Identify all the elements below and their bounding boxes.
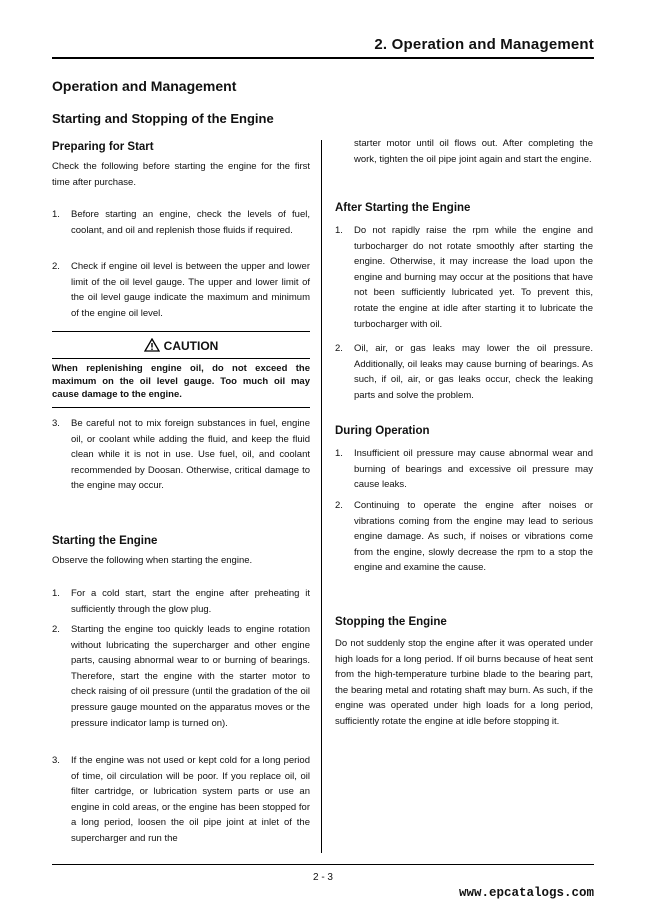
- list-item: [52, 416, 310, 494]
- caution-box: [52, 331, 310, 408]
- header-rule: [52, 57, 594, 59]
- list-text: Check if engine oil level is between the upper and lower limit of the oil level gauge. The upper and lower limit of the oil level gauge indicate the maximum and minimum of the engine oil level.: [71, 261, 310, 319]
- list-number: 1.: [335, 448, 343, 459]
- preparing-heading: Preparing for Start: [52, 141, 154, 153]
- stopping-heading: Stopping the Engine: [335, 616, 447, 628]
- list-number: 2.: [335, 343, 343, 354]
- caution-label: CAUTION: [163, 339, 219, 353]
- list-item: [52, 259, 310, 321]
- list-text: Before starting an engine, check the levels of fuel, coolant, and oil and replenish those fluids if required.: [71, 209, 310, 236]
- watermark: www.epcatalogs.com: [458, 886, 594, 900]
- list-number: 1.: [52, 588, 60, 599]
- list-number: 1.: [335, 225, 343, 236]
- list-text: Be careful not to mix foreign substances in fuel, engine oil, or coolant while adding the fluid, and keep the fluid clean while it is not in use. Use fuel, oil, and coolant recommended by Doosan. Otherwise, critical damage to the engine may occur.: [71, 418, 310, 492]
- warning-triangle-icon: [144, 338, 160, 352]
- list-item: [52, 207, 310, 238]
- list-number: 3.: [52, 755, 60, 766]
- starting-heading: Starting the Engine: [52, 535, 158, 547]
- chapter-header: 2. Operation and Management: [374, 36, 594, 53]
- after-starting-heading: After Starting the Engine: [335, 202, 471, 214]
- list-number: 1.: [52, 209, 60, 220]
- list-number: 3.: [52, 418, 60, 429]
- list-item: [52, 753, 310, 847]
- list-text: Insufficient oil pressure may cause abnormal wear and burning of bearings and excessive oil pressure may cause leaks.: [354, 448, 593, 491]
- column-divider: [321, 140, 322, 853]
- footer-rule: [52, 864, 594, 865]
- caution-divider: [52, 358, 310, 359]
- list-text: starter motor until oil flows out. After completing the work, tighten the oil pipe joint again and start the engine.: [354, 138, 593, 165]
- list-number: 2.: [52, 624, 60, 635]
- starting-intro: Observe the following when starting the engine.: [52, 555, 253, 566]
- page-title: Operation and Management: [52, 78, 237, 94]
- preparing-intro: Check the following before starting the engine for the first time after purchase.: [52, 161, 310, 188]
- stopping-text: Do not suddenly stop the engine after it was operated under high loads for a long period. If oil burns because of heat sent from the high-temperature turbine blade to the bearing part, the bearing metal and rotating shaft may burn. As such, if the engine was operated under high loads for a long period, sufficiently rotate the engine at idle before stopping it.: [335, 638, 593, 727]
- continued-text: [335, 136, 593, 167]
- list-number: 2.: [52, 261, 60, 272]
- caution-text: When replenishing engine oil, do not exceed the maximum on the oil level gauge. Too much oil may cause damage to the engine.: [52, 363, 310, 401]
- list-item: [335, 223, 593, 332]
- list-item: [335, 446, 593, 493]
- during-operation-heading: During Operation: [335, 425, 430, 437]
- list-item: [52, 622, 310, 731]
- list-text: Starting the engine too quickly leads to engine rotation without lubricating the supercharger and other engine parts, causing abnormal wear to or burning of bearings. Therefore, start the engine with the starter motor to check raising of oil pressure (until the gradation of the oil pressure gauge mounted on the apparatus moves or the pressure indicator lamp is turned on).: [71, 624, 310, 729]
- list-text: Oil, air, or gas leaks may lower the oil pressure. Additionally, oil leaks may cause burning of bearings. As such, if oil, air, or gas leaks occur, check the leaking parts and solve the problem.: [354, 343, 593, 401]
- list-text: For a cold start, start the engine after preheating it sufficiently through the glow plug.: [71, 588, 310, 615]
- page-number: 2 - 3: [312, 872, 333, 883]
- list-number: 2.: [335, 500, 343, 511]
- section-title: Starting and Stopping of the Engine: [52, 111, 274, 126]
- list-text: If the engine was not used or kept cold for a long period of time, oil circulation will be poor. If you replace oil, oil filter cartridge, or lubrication system parts or use an engine in cold areas, or the engine has been stopped for a long period, loosen the oil pipe joint at inlet of the supercharger and run the: [71, 755, 310, 844]
- list-text: Do not rapidly raise the rpm while the engine and turbocharger do not rotate smoothly after starting the engine. Otherwise, it may increase the load upon the engine and burning may occur at the positions that have not been sufficiently lubricated yet. To prevent this, rotate the engine at idle after starting it to lubricate the turbocharger with oil.: [354, 225, 593, 330]
- caution-heading: [52, 338, 310, 353]
- list-item: [335, 341, 593, 403]
- list-text: Continuing to operate the engine after noises or vibrations coming from the engine may lead to serious engine damage. As such, if noises or vibrations come from the engine, slowly decrease the rpm to a stop the engine and examine the cause.: [354, 500, 593, 574]
- list-item: [335, 498, 593, 576]
- list-item: [52, 586, 310, 617]
